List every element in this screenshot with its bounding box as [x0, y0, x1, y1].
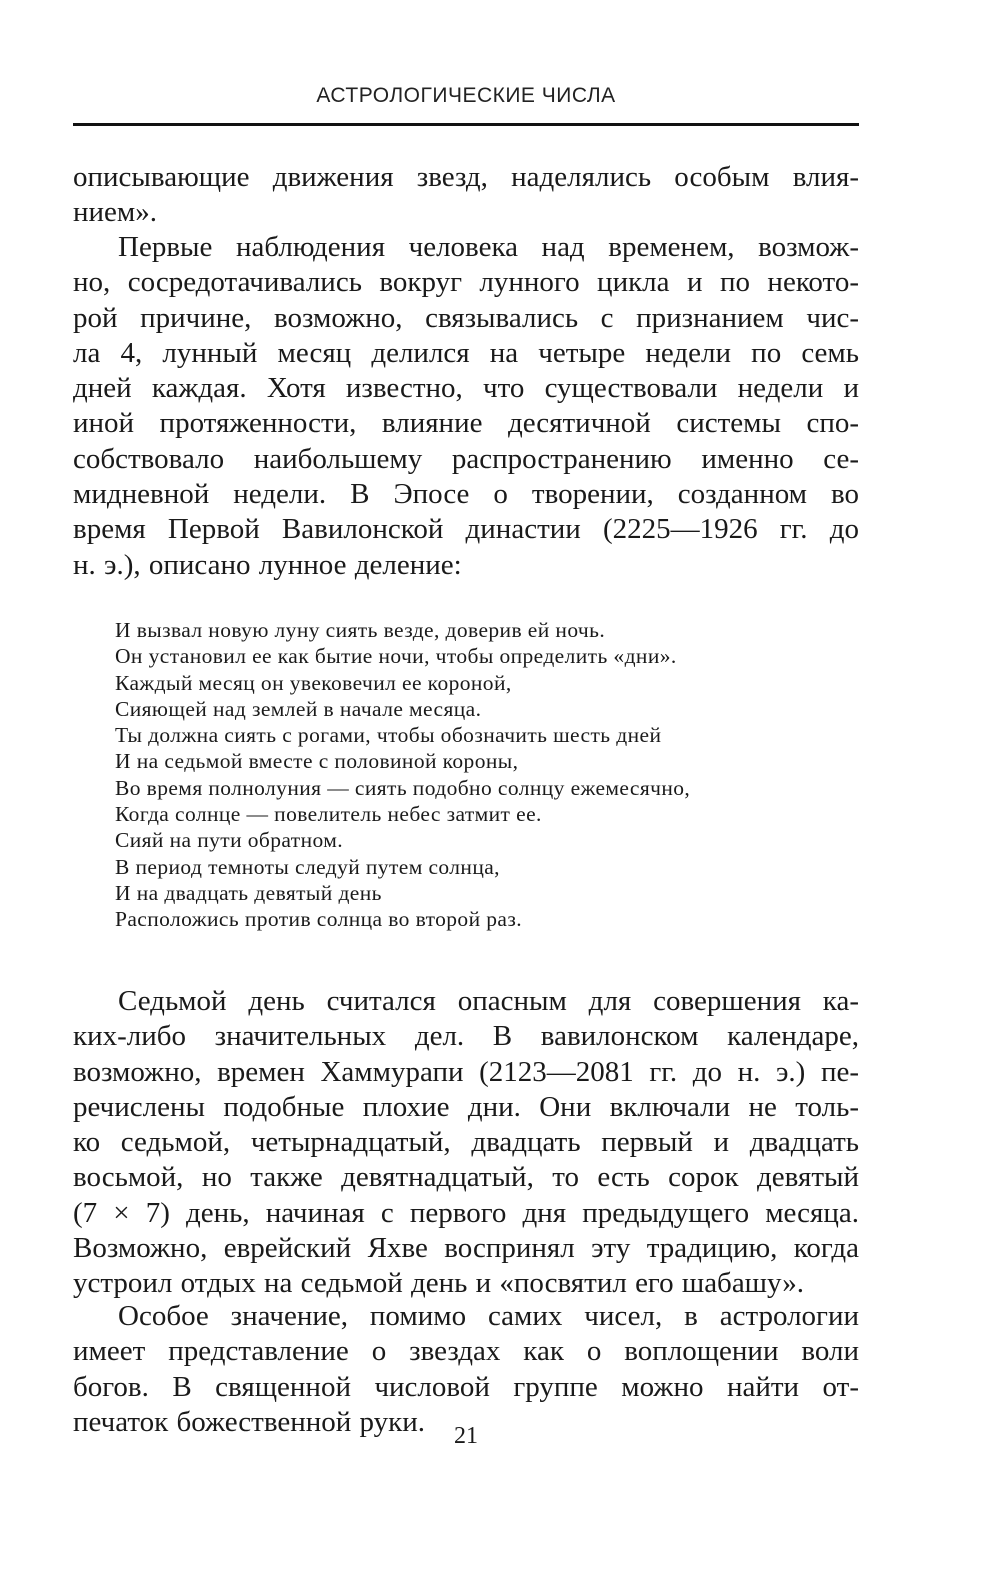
verse-line: Сияющей над землей в начале месяца.: [115, 696, 482, 721]
text-line: (7 × 7) день, начиная с первого дня предыдущего месяца.: [73, 1196, 859, 1229]
text-line: дней каждая. Хотя известно, что существовали недели и: [73, 372, 859, 405]
text-line: иной протяженности, влияние десятичной системы спо-: [73, 407, 859, 440]
verse-line: И на седьмой вместе с половиной короны,: [115, 749, 519, 774]
text-line: Седьмой день считался опасным для совершения ка-: [118, 985, 859, 1017]
verse-line: Ты должна сиять с рогами, чтобы обозначить шесть дней: [115, 723, 662, 748]
verse-line: Он установил ее как бытие ночи, чтобы определить «дни».: [115, 644, 677, 669]
paragraph-lunar-cycle: [73, 230, 859, 583]
text-line: н. э.), описано лунное деление:: [73, 548, 462, 581]
text-line: рой причине, возможно, связывались с признанием чис-: [73, 301, 859, 334]
verse-quote: [115, 617, 859, 933]
text-line: ких-либо значительных дел. В вавилонском календаре,: [73, 1020, 859, 1053]
verse-line: В период темноты следуй путем солнца,: [115, 854, 500, 879]
text-line: Особое значение, помимо самих чисел, в астрологии: [118, 1300, 859, 1332]
text-line: речислены подобные плохие дни. Они включали не толь-: [73, 1090, 859, 1123]
verse-line: Во время полнолуния — сиять подобно солнцу ежемесячно,: [115, 775, 691, 800]
text-line: описывающие движения звезд, наделялись особым влия-: [73, 161, 859, 193]
text-line: возможно, времен Хаммурапи (2123—2081 гг. до н. э.) пе-: [73, 1055, 859, 1088]
text-line: ла 4, лунный месяц делился на четыре недели по семь: [73, 336, 859, 369]
verse-line: Каждый месяц он увековечил ее короной,: [115, 670, 512, 695]
text-line: мидневной недели. В Эпосе о творении, созданном во: [73, 478, 859, 511]
text-line: устроил отдых на седьмой день и «посвятил его шабашу».: [73, 1267, 804, 1300]
text-line: восьмой, но также девятнадцатый, то есть сорок девятый: [73, 1161, 859, 1194]
text-line: но, сосредотачивались вокруг лунного цикла и по некото-: [73, 266, 859, 299]
text-line: время Первой Вавилонской династии (2225—1926 гг. до: [73, 513, 859, 546]
paragraph-continuation: [73, 160, 859, 231]
book-page: [73, 0, 859, 1570]
verse-line: Расположись против солнца во второй раз.: [115, 907, 523, 932]
header-rule: [73, 123, 859, 126]
verse-line: И на двадцать девятый день: [115, 880, 382, 905]
text-line: ко седьмой, четырнадцатый, двадцать первый и двадцать: [73, 1126, 859, 1159]
verse-line: И вызвал новую луну сиять везде, доверив ей ночь.: [115, 618, 606, 642]
text-line: богов. В священной числовой группе можно найти от-: [73, 1370, 859, 1403]
verse-line: Когда солнце — повелитель небес затмит ее.: [115, 802, 542, 827]
text-line: имеет представление о звездах как о воплощении воли: [73, 1335, 859, 1368]
running-header: АСТРОЛОГИЧЕСКИЕ ЧИСЛА: [316, 84, 616, 107]
page-number: 21: [454, 1423, 478, 1449]
text-line: Первые наблюдения человека над временем, возмож-: [118, 231, 859, 263]
verse-line: Сияй на пути обратном.: [115, 828, 344, 853]
paragraph-divine-will: [73, 1299, 859, 1440]
text-line: печаток божественной руки.: [73, 1405, 426, 1438]
text-line: собствовало наибольшему распространению именно се-: [73, 442, 859, 475]
text-line: Возможно, еврейский Яхве воспринял эту традицию, когда: [73, 1232, 859, 1265]
paragraph-seventh-day: [73, 984, 859, 1302]
text-line: нием».: [73, 196, 158, 229]
